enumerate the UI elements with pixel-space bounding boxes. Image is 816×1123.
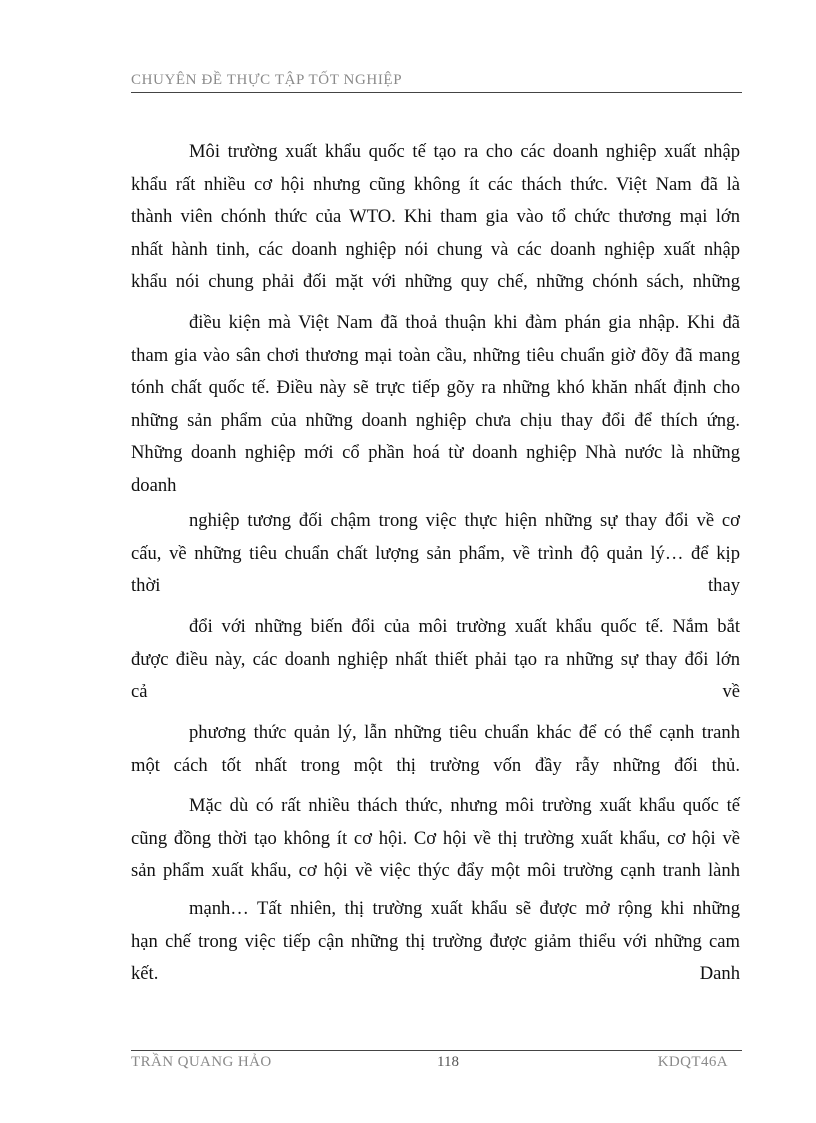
text-line: doanh (131, 474, 177, 496)
text-line: cấu, về những tiêu chuẩn chất lượng sản phẩm, về trình độ quản lý… để kịp (131, 542, 740, 564)
text-line: phương thức quản lý, lẫn những tiêu chuẩn khác để có thể cạnh tranh (189, 722, 740, 743)
paragraph-5 (131, 717, 740, 782)
footer-class-code: KDQT46A (657, 1054, 728, 1070)
text-line: Môi trường xuất khẩu quốc tế tạo ra cho các doanh nghiệp xuất nhập (189, 141, 740, 162)
paragraph-3-tail (131, 570, 740, 603)
text-word: kết. (131, 963, 159, 984)
text-line: tham gia vào sân chơi thương mại toàn cầu, những tiêu chuẩn giờ đõy đã mang (131, 344, 740, 366)
text-line: hạn chế trong việc tiếp cận những thị trường được giảm thiểu với những cam (131, 930, 740, 952)
text-line: cũng đồng thời tạo không ít cơ hội. Cơ hội về thị trường xuất khẩu, cơ hội về (131, 827, 740, 849)
text-line: thành viên chónh thức của WTO. Khi tham gia vào tổ chức thương mại lớn (131, 206, 740, 227)
text-line: mạnh… Tất nhiên, thị trường xuất khẩu sẽ được mở rộng khi những (189, 898, 740, 919)
text-line: Mặc dù có rất nhiều thách thức, nhưng môi trường xuất khẩu quốc tế (189, 795, 740, 816)
footer-rule (131, 1050, 742, 1051)
text-word: thay (707, 575, 740, 596)
paragraph-4-tail (131, 676, 740, 709)
paragraph-6 (131, 790, 740, 888)
text-line: được điều này, các doanh nghiệp nhất thiết phải tạo ra những sự thay đổi lớn (131, 648, 740, 670)
text-line: điều kiện mà Việt Nam đã thoả thuận khi đàm phán gia nhập. Khi đã (189, 312, 740, 333)
footer-author: TRẦN QUANG HẢO (131, 1054, 272, 1070)
paragraph-7-tail (131, 958, 740, 991)
text-line: nhất hành tinh, các doanh nghiệp nói chung và các doanh nghiệp xuất nhập (131, 238, 740, 260)
text-line: tónh chất quốc tế. Điều này sẽ trực tiếp gõy ra những khó khăn nhất định cho (131, 377, 740, 398)
text-line: đổi với những biến đổi của môi trường xuất khẩu quốc tế. Nắm bắt (189, 616, 740, 637)
text-line: nghiệp tương đối chậm trong việc thực hiện những sự thay đổi về cơ (189, 510, 740, 531)
paragraph-1 (131, 136, 740, 299)
text-line: Những doanh nghiệp mới cổ phần hoá từ doanh nghiệp Nhà nước là những (131, 442, 740, 463)
paragraph-3 (131, 505, 740, 570)
paragraph-7 (131, 893, 740, 958)
header-rule (131, 92, 742, 93)
text-line: sản phẩm xuất khẩu, cơ hội về việc thýc đẩy một môi trường cạnh tranh lành (131, 860, 740, 881)
text-word: về (722, 681, 740, 702)
text-line: khẩu rất nhiều cơ hội nhưng cũng không ít các thách thức. Việt Nam đã là (131, 173, 740, 195)
text-word: thời (131, 575, 161, 596)
paragraph-4 (131, 611, 740, 676)
text-word: Danh (699, 963, 740, 984)
text-line: một cách tốt nhất trong một thị trường vốn đầy rẫy những đối thủ. (131, 754, 740, 776)
text-word: cả (131, 681, 148, 702)
text-line: những sản phẩm của những doanh nghiệp chưa chịu thay đổi để thích ứng. (131, 409, 740, 431)
running-header: CHUYÊN ĐỀ THỰC TẬP TỐT NGHIỆP (131, 72, 403, 88)
text-line: khẩu nói chung phải đối mặt với những quy chế, những chónh sách, những (131, 271, 740, 292)
paragraph-2 (131, 307, 740, 502)
page-number: 118 (437, 1054, 459, 1070)
